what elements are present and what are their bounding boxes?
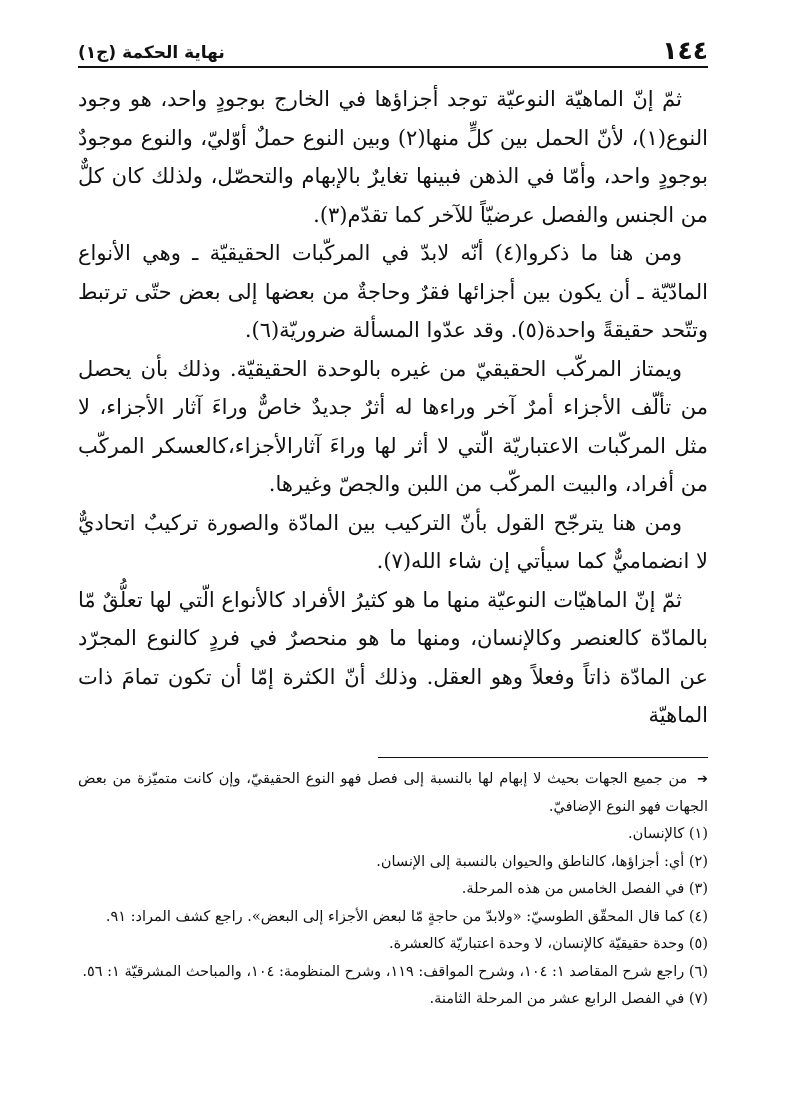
paragraph: ومن هنا يترجّح القول بأنّ التركيب بين المادّة والصورة تركيبٌ اتحاديٌّ لا انضماميٌّ كما سيأتي إن شاء الله(٧). bbox=[78, 510, 708, 573]
page-number: ١٤٤ bbox=[662, 36, 708, 65]
footnote-1: (١) كالإنسان. bbox=[628, 826, 708, 842]
paragraph: ثمّ إنّ الماهيّة النوعيّة توجد أجزاؤها في الخارج بوجودٍ واحد، هو وجود النوع(١)، لأنّ الحمل بين كلٍّ منها(٢) وبين النوع حملٌ أوّليّ، والنوع موجودٌ بوجودٍ واحد، وأمّا في الذهن فبينها تغايرٌ بالإبهام والتحصّل، ولذلك كان كلٌّ من الجنس والفصل عرضيّاً للآخر كما تقدّم(٣). bbox=[78, 87, 708, 227]
header-rule bbox=[78, 66, 708, 68]
footnote-2: (٢) أي: أجزاؤها، كالناطق والحيوان بالنسبة إلى الإنسان. bbox=[376, 853, 708, 870]
running-title: نهاية الحكمة (ج١) bbox=[78, 43, 225, 63]
footnote-6: (٦) راجع شرح المقاصد ١: ١٠٤، وشرح المواقف: ١١٩، وشرح المنظومة: ١٠٤، والمباحث المشرقيّة ١: ٥٦. bbox=[82, 963, 708, 980]
continuation-arrow-icon: ➔ bbox=[697, 772, 708, 787]
paragraph: ثمّ إنّ الماهيّات النوعيّة منها ما هو كثيرُ الأفراد كالأنواع الّتي لها تعلُّقٌ مّا بالمادّة كالعنصر وكالإنسان، ومنها ما هو منحصرٌ في فردٍ كالنوع المجرّد عن المادّة ذاتاً وفعلاً وهو العقل. وذلك أنّ الكثرة إمّا أن تكون تمامَ ذات الماهيّة bbox=[78, 587, 708, 727]
paragraph: ومن هنا ما ذكروا(٤) أنّه لابدّ في المركّبات الحقيقيّة ـ وهي الأنواع المادّيّة ـ أن يكون بين أجزائها فقرٌ وحاجةٌ من بعضها إلى بعض حتّى ترتبط وتتّحد حقيقةً واحدة(٥). وقد عدّوا المسألة ضروريّة(٦). bbox=[78, 241, 708, 342]
footnote-separator bbox=[378, 757, 708, 758]
paragraph: ويمتاز المركّب الحقيقيّ من غيره بالوحدة الحقيقيّة. وذلك بأن يحصل من تألّف الأجزاء أمرٌ آخر وراءها له أثرٌ جديدٌ خاصٌّ وراءَ آثار الأجزاء، لا مثل المركّبات الاعتباريّة الّتي لا أثر لها وراءَ آثارالأجزاء،كالعسكر المركّب من أفراد، والبيت المركّب من اللبن والجصّ وغيرها. bbox=[78, 356, 708, 496]
page-header bbox=[78, 26, 708, 66]
footnote-4: (٤) كما قال المحقّق الطوسيّ: «ولابدّ من حاجةٍ مّا لبعض الأجزاء إلى البعض». راجع كشف المراد: ٩١. bbox=[105, 908, 708, 925]
footnotes bbox=[78, 766, 708, 1014]
footnote-5: (٥) وحدة حقيقيّة كالإنسان، لا وحدة اعتباريّة كالعشرة. bbox=[388, 936, 708, 952]
footnote-3: (٣) في الفصل الخامس من هذه المرحلة. bbox=[461, 881, 708, 897]
footnote-continuation bbox=[78, 766, 708, 821]
footnote-7: (٧) في الفصل الرابع عشر من المرحلة الثامنة. bbox=[429, 991, 708, 1007]
main-text bbox=[78, 80, 708, 735]
footnote-continuation-text: من جميع الجهات بحيث لا إبهام لها بالنسبة إلى فصل فهو النوع الحقيقيّ، وإن كانت متميّزة من بعض الجهات فهو النوع الإضافيّ. bbox=[78, 771, 708, 815]
